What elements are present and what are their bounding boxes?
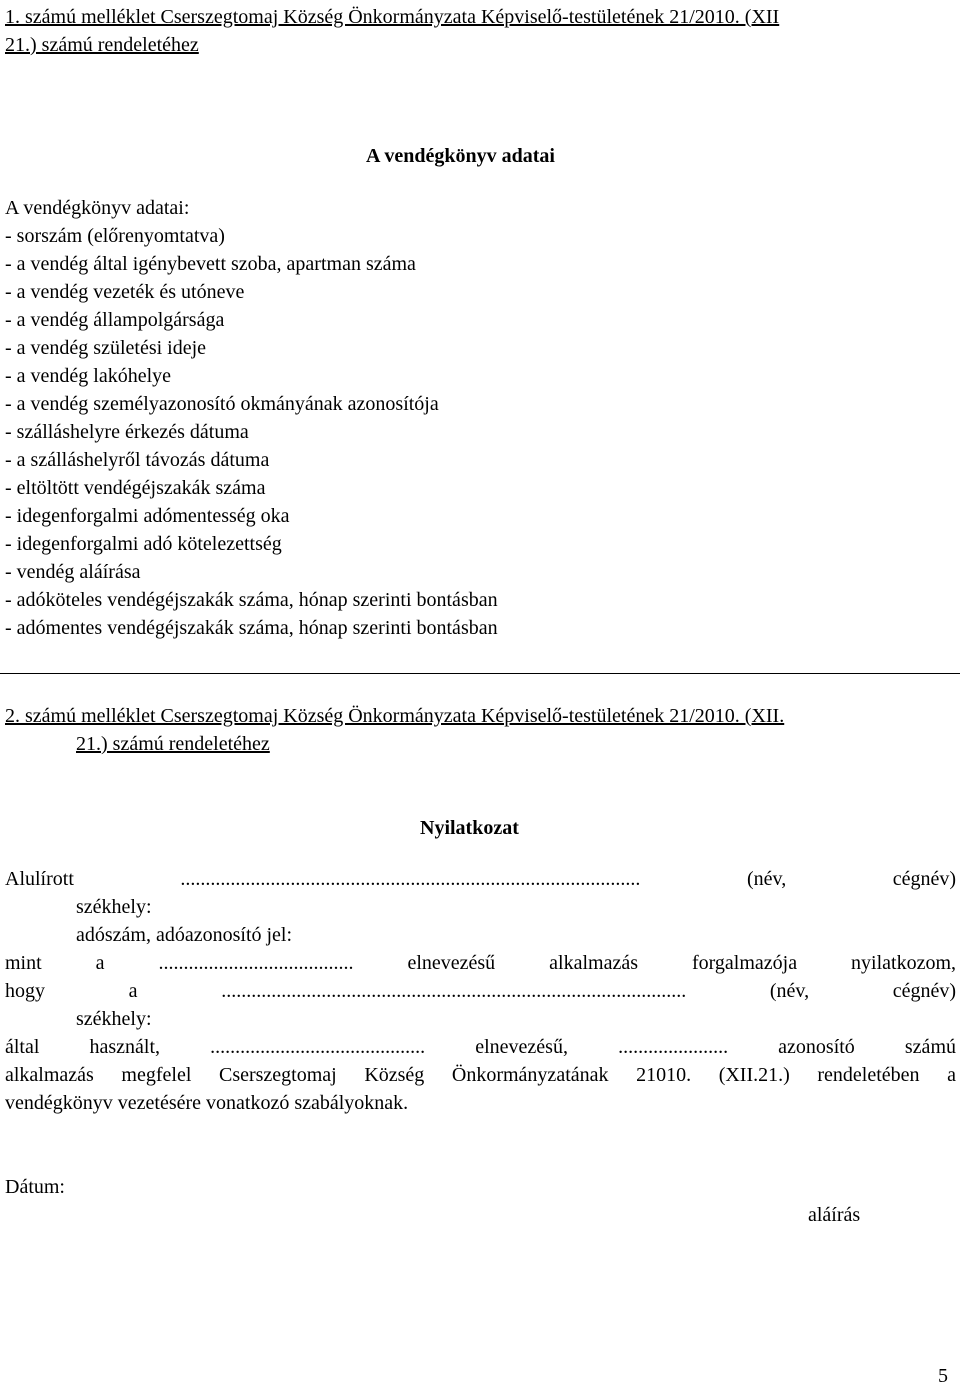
list-item: - a vendég állampolgársága [5,309,225,331]
mint-a: mint a [5,952,105,974]
szekhely-1: székhely: [76,896,152,918]
mint-dots: ....................................... [158,952,354,974]
list-item: - a vendég vezeték és utóneve [5,281,245,303]
elnevezesu: elnevezésű, [475,1036,568,1058]
elnevezesu-dots: ...................... [618,1036,729,1058]
azonosito-szamu: azonosító számú [778,1036,956,1058]
list-item: - adómentes vendégéjszakák száma, hónap szerinti bontásban [5,617,498,639]
list-item: - a vendég által igénybevett szoba, apartman száma [5,253,416,275]
hogy-dots: ............................................................................................. [221,980,687,1002]
altal-hasznalt: által használt, [5,1036,161,1058]
section-divider [0,673,960,674]
annex2-heading-line1: 2. számú melléklet Cserszegtomaj Község Önkormányzata Képviselő-testületének 21/2010. (XII. [5,705,785,727]
list-item: - a vendég születési ideje [5,337,207,359]
list-item: - idegenforgalmi adómentesség oka [5,505,290,527]
alairas-label: aláírás [808,1204,861,1226]
annex1-heading-line1: 1. számú melléklet Cserszegtomaj Község Önkormányzata Képviselő-testületének 21/2010. (XII [5,6,780,28]
alulirott-label: Alulírott [5,868,74,890]
annex2-title: Nyilatkozat [420,817,519,839]
altal-dots: ........................................... [210,1036,426,1058]
list-item: - adóköteles vendégéjszakák száma, hónap szerinti bontásban [5,589,498,611]
annex1-intro: A vendégkönyv adatai: [5,197,190,219]
list-item: - eltöltött vendégéjszakák száma [5,477,266,499]
vezetes-line: vendégkönyv vezetésére vonatkozó szabályoknak. [5,1092,409,1114]
list-item: - szálláshelyre érkezés dátuma [5,421,249,443]
page-number: 5 [938,1365,948,1387]
alulirott-dots: ............................................................................................ [180,868,641,890]
list-item: - a vendég személyazonosító okmányának azonosítója [5,393,439,415]
annex1-title: A vendégkönyv adatai [366,145,555,167]
nev-cegnev-2: (név, cégnév) [769,980,957,1002]
adoszam-label: adószám, adóazonosító jel: [76,924,293,946]
alulirott-line [5,865,956,893]
elnevezesu-alkalmazas: elnevezésű alkalmazás forgalmazója nyilatkozom, [407,952,957,974]
list-item: - a vendég lakóhelye [5,365,172,387]
list-item: - sorszám (előrenyomtatva) [5,225,225,247]
hogy-a-line [5,977,956,1005]
annex2-heading-line2: 21.) számú rendeletéhez [76,733,270,755]
szekhely-2: székhely: [76,1008,152,1030]
list-item: - a szálláshelyről távozás dátuma [5,449,270,471]
mint-a-line [5,949,956,977]
list-item: - vendég aláírása [5,561,141,583]
list-item: - idegenforgalmi adó kötelezettség [5,533,282,555]
annex1-heading-line2: 21.) számú rendeletéhez [5,34,199,56]
hogy-a: hogy a [5,980,138,1002]
altal-hasznalt-line [5,1033,956,1061]
nev-cegnev-1: (név, cégnév) [746,868,957,890]
datum-label: Dátum: [5,1176,65,1198]
megfelel-line: alkalmazás megfelel Cserszegtomaj Község Önkormányzatának 21010. (XII.21.) rendeletében a [5,1064,956,1086]
